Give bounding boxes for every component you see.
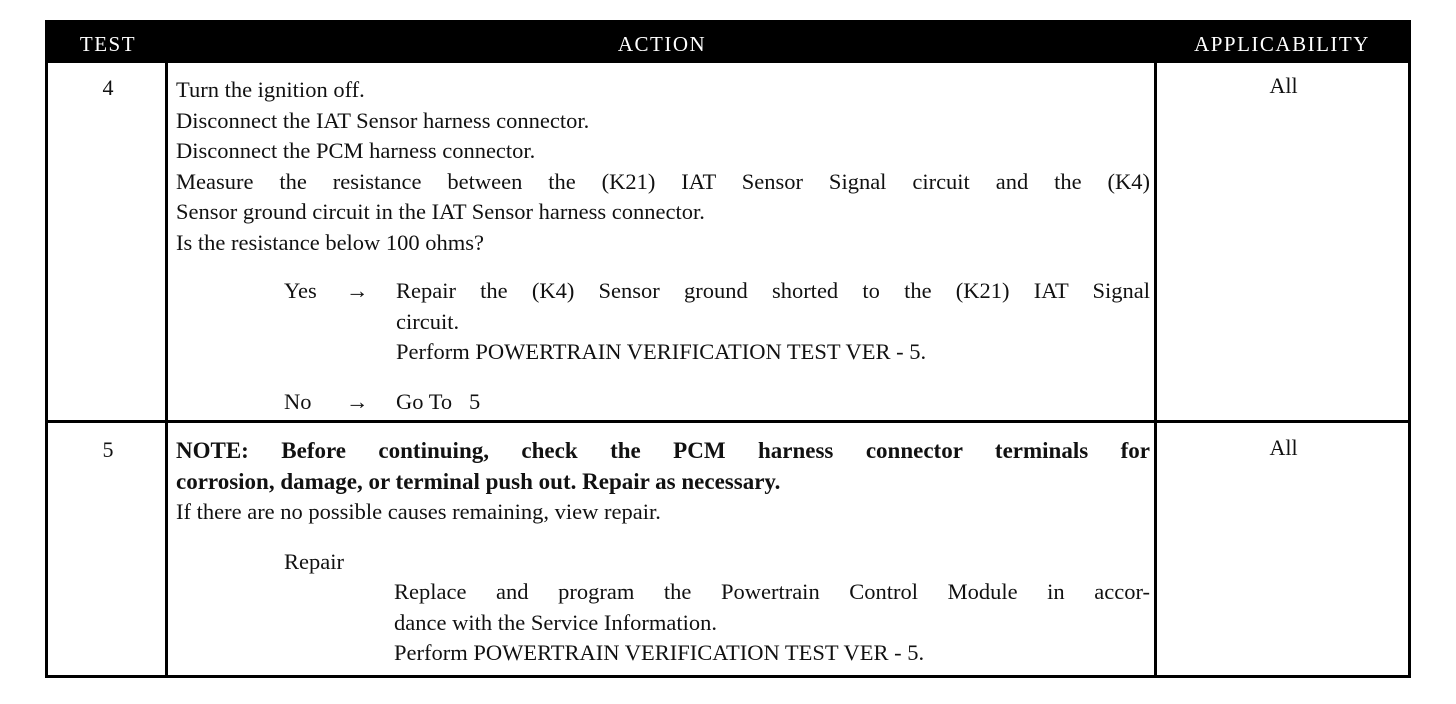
yes-label: Yes bbox=[284, 278, 317, 303]
instruction-line: Disconnect the PCM harness connector. bbox=[176, 138, 536, 163]
row-divider bbox=[48, 420, 1408, 423]
yes-text-line: Repair the (K4) Sensor ground shorted to the (K21) IAT Signal bbox=[396, 278, 1150, 303]
arrow-icon: → bbox=[346, 278, 369, 303]
applicability-4: All bbox=[1269, 73, 1298, 98]
applicability-5: All bbox=[1269, 435, 1298, 460]
action-step-4 bbox=[176, 75, 1150, 417]
instruction-line: Sensor ground circuit in the IAT Sensor harness connector. bbox=[176, 199, 705, 224]
instruction-line: Measure the resistance between the (K21) IAT Sensor Signal circuit and the (K4) bbox=[176, 168, 1150, 194]
instruction-line: Disconnect the IAT Sensor harness connector. bbox=[176, 107, 590, 133]
table-header bbox=[48, 23, 1408, 63]
action-step-5 bbox=[176, 436, 1150, 669]
repair-line: dance with the Service Information. bbox=[394, 609, 718, 635]
test-number-5: 5 bbox=[102, 437, 114, 462]
column-divider bbox=[1154, 63, 1157, 678]
repair-body bbox=[394, 577, 1150, 669]
header-test: TEST bbox=[79, 32, 137, 56]
no-branch bbox=[176, 387, 1150, 418]
goto-text: Go To bbox=[396, 388, 453, 414]
arrow-icon: → bbox=[346, 388, 369, 414]
yes-text-line: circuit. bbox=[396, 308, 460, 334]
instruction-line: Is the resistance below 100 ohms? bbox=[176, 229, 485, 255]
column-divider bbox=[165, 63, 168, 678]
note-line: NOTE: Before continuing, check the PCM harness connector terminals for bbox=[176, 438, 1150, 463]
diagnostic-table bbox=[45, 20, 1411, 678]
repair-line: Replace and program the Powertrain Control Module in accor- bbox=[394, 579, 1150, 604]
header-action: ACTION bbox=[617, 32, 707, 56]
test-number-4: 4 bbox=[102, 75, 114, 100]
repair-line: Perform POWERTRAIN VERIFICATION TEST VER - 5. bbox=[394, 640, 925, 665]
instruction-line: Turn the ignition off. bbox=[176, 77, 365, 102]
instruction-line: If there are no possible causes remaining, view repair. bbox=[176, 499, 661, 524]
note-line: corrosion, damage, or terminal push out. Repair as necessary. bbox=[176, 468, 781, 494]
header-applicability: APPLICABILITY bbox=[1194, 32, 1370, 56]
yes-branch bbox=[176, 276, 1150, 368]
goto-target: 5 bbox=[469, 388, 481, 414]
repair-label: Repair bbox=[284, 548, 344, 574]
no-label: No bbox=[284, 388, 312, 414]
yes-text-line: Perform POWERTRAIN VERIFICATION TEST VER - 5. bbox=[396, 339, 927, 364]
